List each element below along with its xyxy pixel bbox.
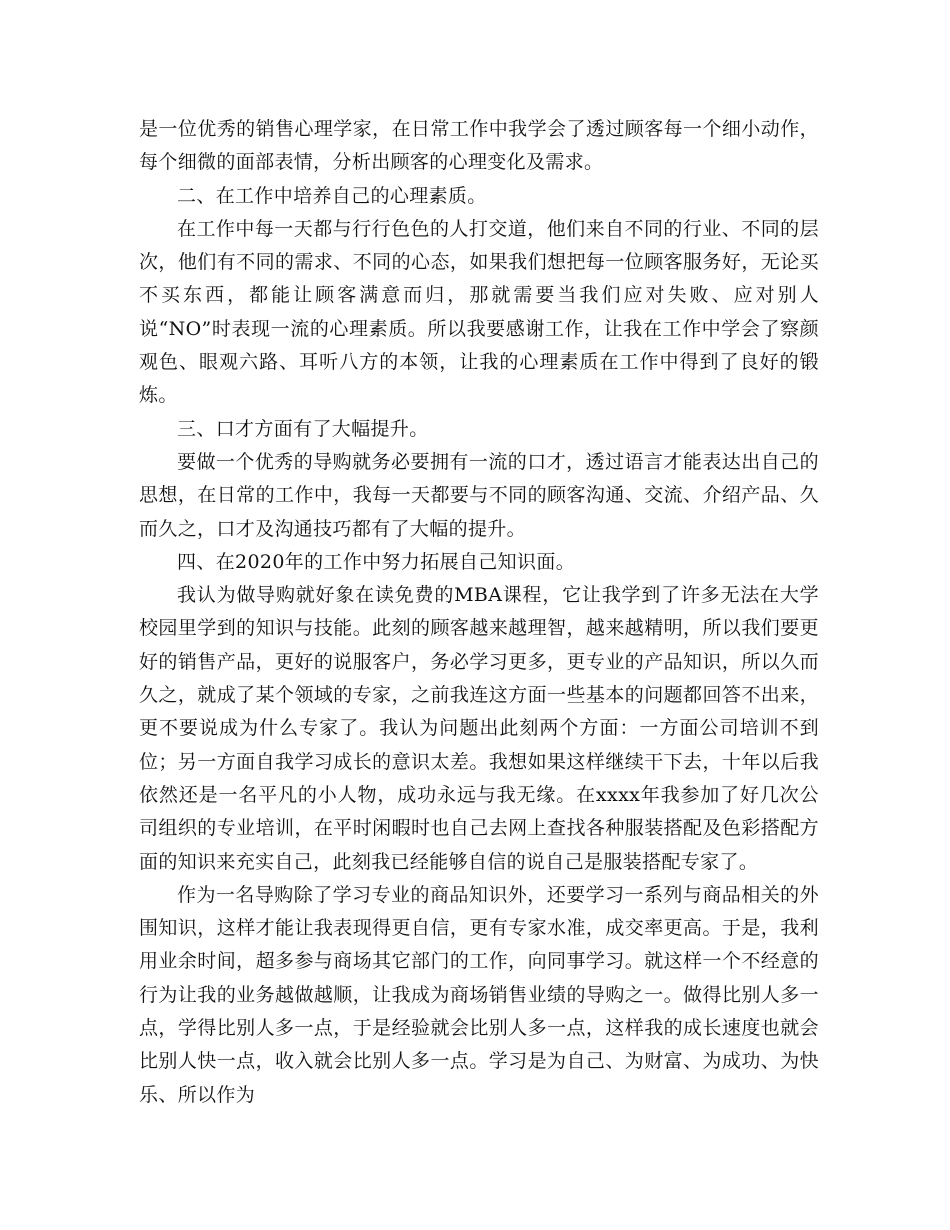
section-heading-eloquence: 三、口才方面有了大幅提升。 xyxy=(177,417,429,440)
paragraph-continued: 是一位优秀的销售心理学家，在日常工作中我学会了透过顾客每一个细小动作，每个细微的面部表情，分析出顾客的心理变化及需求。 xyxy=(139,118,819,174)
document-body xyxy=(139,113,819,1112)
paragraph-eloquence: 要做一个优秀的导购就务必要拥有一流的口才，透过语言才能表达出自己的思想，在日常的工作中，我每一天都要与不同的顾客沟通、交流、介绍产品、久而久之，口才及沟通技巧都有了大幅的提升。 xyxy=(139,450,819,540)
section-heading-psychological-quality: 二、在工作中培养自己的心理素质。 xyxy=(177,184,487,207)
section-heading-knowledge: 四、在2020年的工作中努力拓展自己知识面。 xyxy=(177,550,576,573)
paragraph-knowledge: 我认为做导购就好象在读免费的MBA课程，它让我学到了许多无法在大学校园里学到的知识与技能。此刻的顾客越来越理智，越来越精明，所以我们要更好的销售产品，更好的说服客户，务必学习更多，更专业的产品知识，所以久而久之，就成了某个领域的专家，之前我连这方面一些基本的问题都回答不出来，更不要说成为什么专家了。我认为问题出此刻两个方面：一方面公司培训不到位；另一方面自我学习成长的意识太差。我想如果这样继续干下去，十年以后我依然还是一名平凡的小人物，成功永远与我无缘。在xxxx年我参加了好几次公司组织的专业培训，在平时闲暇时也自己去网上查找各种服装搭配及色彩搭配方面的知识来充实自己，此刻我已经能够自信的说自己是服装搭配专家了。 xyxy=(139,584,819,873)
paragraph-learning: 作为一名导购除了学习专业的商品知识外，还要学习一系列与商品相关的外围知识，这样才能让我表现得更自信，更有专家水准，成交率更高。于是，我利用业余时间，超多参与商场其它部门的工作，向同事学习。就这样一个不经意的行为让我的业务越做越顺，让我成为商场销售业绩的导购之一。做得比别人多一点，学得比别人多一点，于是经验就会比别人多一点，这样我的成长速度也就会比别人快一点，收入就会比别人多一点。学习是为自己、为财富、为成功、为快乐、所以作为 xyxy=(139,883,819,1106)
paragraph-psychological-quality: 在工作中每一天都与行行色色的人打交道，他们来自不同的行业、不同的层次，他们有不同的需求、不同的心态，如果我们想把每一位顾客服务好，无论买不买东西，都能让顾客满意而归，那就需要当我们应对失败、应对别人说“NO”时表现一流的心理素质。所以我要感谢工作，让我在工作中学会了察颜观色、眼观六路、耳听八方的本领，让我的心理素质在工作中得到了良好的锻炼。 xyxy=(139,217,819,407)
